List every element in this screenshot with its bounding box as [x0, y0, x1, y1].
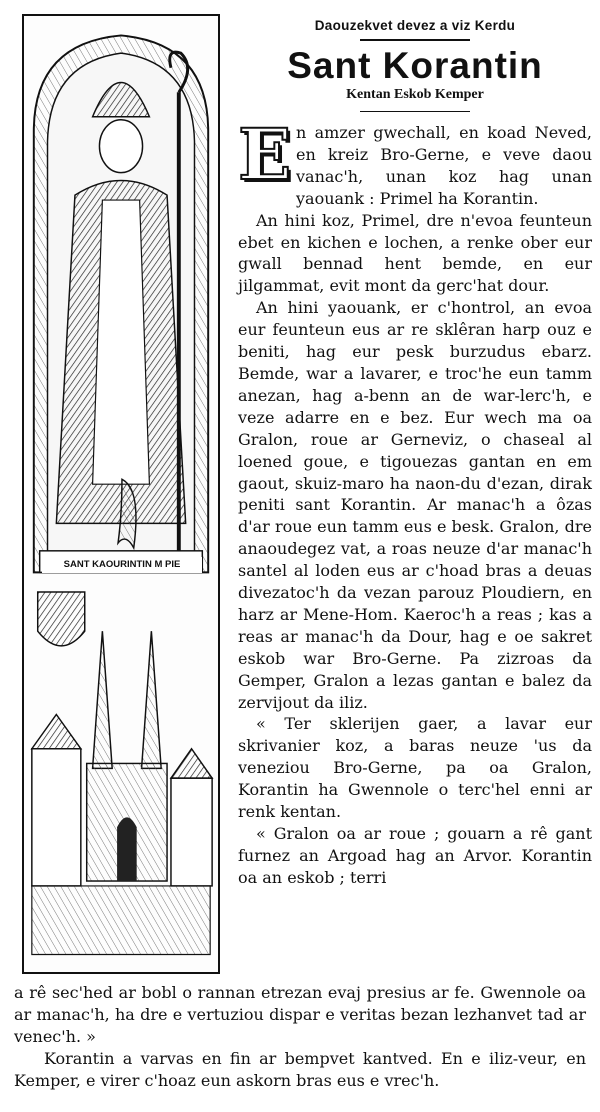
- continuation-paragraph: a rê sec'hed ar bobl o rannan etrezan evaj presius ar fe. Gwennole oa ar manac'h, ha dre e vertuziou dispar e veritas bezan lezhanvet tad ar venec'h. »: [14, 983, 586, 1046]
- article-paragraph: An hini koz, Primel, dre n'evoa feunteun ebet en kichen e lochen, a renke ober eur gwall bennad hent bemde, en eur jilgammat, evit mont da gerc'hat dour.: [238, 210, 592, 296]
- article-paragraph: An hini yaouank, er c'hontrol, an evoa eur feunteun eus ar re sklêran harp ouz e beniti, hag eur pesk burzudus ebarz. Bemde, war a lavarer, e troc'he eun tamm anezan, hag a-benn an de war-lerc'h, e veze adarre en e bez. Eur wech ma oa Gralon, roue ar Gerneviz, o chaseal al loened goue, e tigouezas gantan en em gaout, skuiz-maro ha naon-du d'ezan, dirak peniti sant Korantin. Ar manac'h a ôzas d'ar roue eun tamm eus e besk. Gralon, dre anaoudegez vat, a roas neuze d'ar manac'h santel al loden eus ar c'hoad bras a deuas divezatoc'h da vezan parouz Ploudiern, en harz ar Mene-Hom. Kaeroc'h a reas ; kas a reas ar manac'h da Dour, hag e oe sakret eskob war Bro-Gerne. Pa zizroas da Gemper, Gralon a lezas gantan e balez da zervijout da iliz.: [238, 298, 592, 712]
- paragraph-text: n amzer gwechall, en koad Neved, en kreiz Bro-Gerne, e veve daou vanac'h, unan koz hag unan yaouank : Primel ha Korantin.: [296, 123, 592, 208]
- page-title: Sant Korantin: [287, 44, 543, 86]
- date-kicker: Daouzekvet devez a viz Kerdu: [314, 18, 516, 33]
- article-paragraph: « Gralon oa ar roue ; gouarn a rê gant furnez an Argoad hag an Arvor. Korantin oa an eskob ; terri: [238, 824, 592, 887]
- drop-cap: E: [238, 113, 292, 196]
- article-paragraph: [238, 113, 592, 210]
- closing-paragraph: Korantin a varvas en fin ar bempvet kantved. En e iliz-veur, en Kemper, e virer c'hoaz eun askorn bras eus e vrec'h.: [14, 1048, 586, 1090]
- article-continuation: [14, 982, 586, 1092]
- header-rule: [360, 39, 470, 41]
- page-subtitle: Kentan Eskob Kemper: [346, 86, 484, 102]
- subtitle-rule: [360, 111, 470, 113]
- article-paragraph: « Ter sklerijen gaer, a lavar eur skrivanier koz, a baras neuze 'us da veneziou Bro-Gerne, pa oa Gralon, Korantin ha Gwennole o terc'hel enni ar renk kentan.: [238, 714, 592, 822]
- article-column: [238, 18, 592, 889]
- illustration-art: [24, 16, 218, 972]
- article-body: [238, 113, 592, 889]
- illustration-caption: SANT KAOURINTIN M PIE: [42, 557, 202, 573]
- saint-illustration: [22, 14, 220, 974]
